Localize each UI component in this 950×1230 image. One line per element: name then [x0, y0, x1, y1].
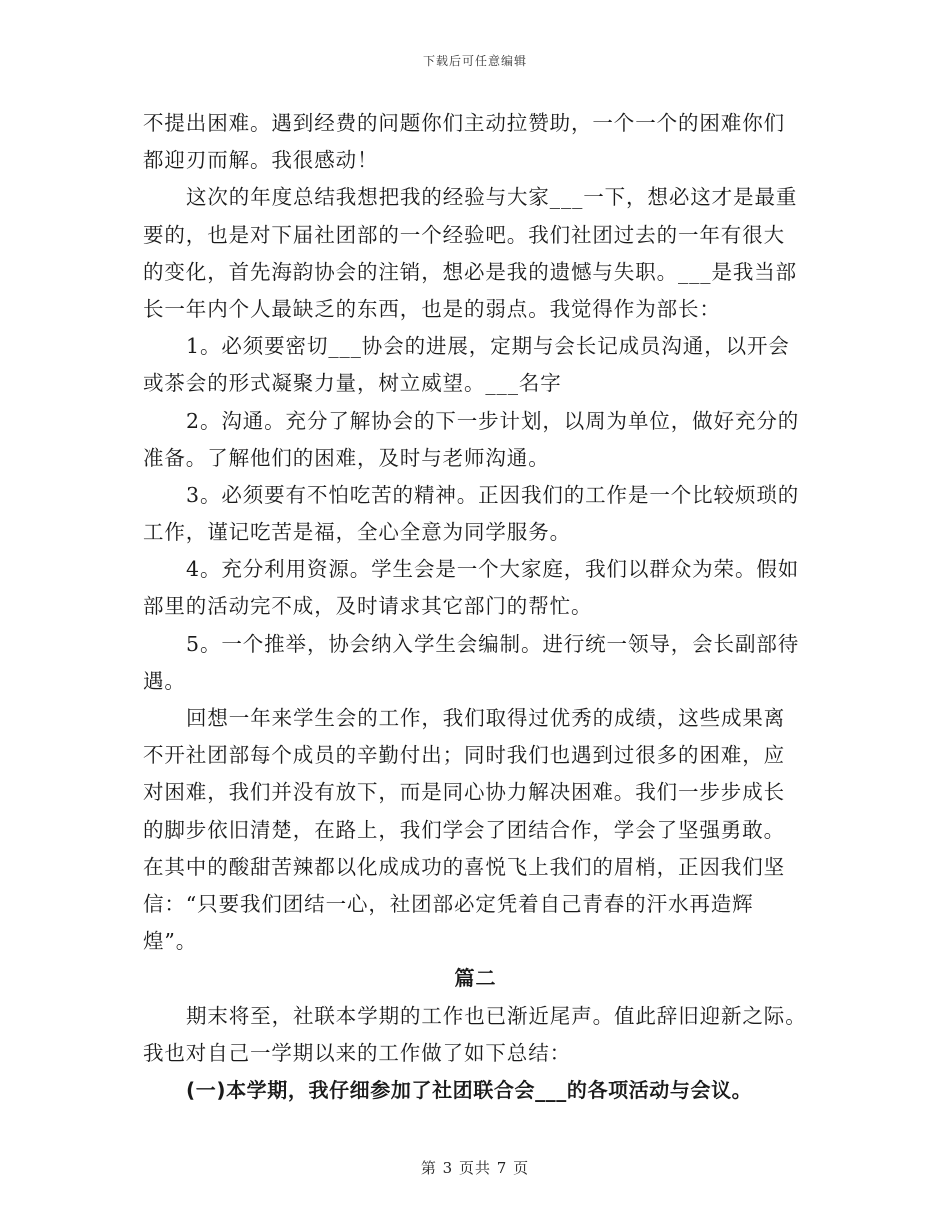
- text-line: 5。一个推举，协会纳入学生会编制。进行统一领导，会长副部待: [186, 631, 800, 656]
- page-header: 下载后可任意编辑: [422, 54, 527, 68]
- text-line: 的脚步依旧清楚，在路上，我们学会了团结合作，学会了坚强勇敢。: [143, 817, 785, 842]
- text-line: 期末将至，社联本学期的工作也已渐近尾声。值此辞旧迎新之际。: [186, 1003, 807, 1028]
- text-line: 回想一年来学生会的工作，我们取得过优秀的成绩，这些成果离: [186, 706, 786, 730]
- text-line: 不提出困难。遇到经费的问题你们主动拉赞助，一个一个的困难你们: [143, 111, 785, 135]
- text-line: 不开社团部每个成员的辛勤付出；同时我们也遇到过很多的困难，应: [143, 743, 785, 768]
- document-body: [143, 105, 808, 1109]
- section-heading: 篇二: [454, 966, 497, 991]
- text-line: 我也对自己一学期以来的工作做了如下总结：: [143, 1040, 571, 1065]
- page-footer: 第 3 页共 7 页: [420, 1159, 530, 1177]
- text-line: 3。必须要有不怕吃苦的精神。正因我们的工作是一个比较烦琐的: [186, 482, 800, 507]
- text-line: 这次的年度总结我想把我的经验与大家___一下，想必这才是最重: [186, 185, 798, 210]
- text-line: 都迎刃而解。我很感动！: [143, 148, 379, 173]
- text-line: 要的，也是对下届社团部的一个经验吧。我们社团过去的一年有很大: [143, 222, 785, 247]
- text-line: (一)本学期，我仔细参加了社团联合会___的各项活动与会议。: [186, 1077, 753, 1102]
- text-line: 在其中的酸甜苦辣都以化成成功的喜悦飞上我们的眉梢，正因我们坚: [143, 854, 785, 879]
- text-line: 部里的活动完不成，及时请求其它部门的帮忙。: [143, 594, 593, 619]
- text-line: 4。充分利用资源。学生会是一个大家庭，我们以群众为荣。假如: [186, 557, 800, 582]
- text-line: 工作，谨记吃苦是福，全心全意为同学服务。: [143, 520, 571, 545]
- text-line: 遇。: [143, 668, 186, 693]
- text-line: 的变化，首先海韵协会的注销，想必是我的遗憾与失职。___是我当部: [143, 259, 798, 284]
- text-line: 煌”。: [143, 929, 198, 954]
- text-line: 长一年内个人最缺乏的东西，也是的弱点。我觉得作为部长：: [143, 296, 721, 321]
- text-line: 2。沟通。充分了解协会的下一步计划，以周为单位，做好充分的: [186, 408, 800, 433]
- text-line: 或茶会的形式凝聚力量，树立威望。___名字: [143, 371, 562, 396]
- text-line: 对困难，我们并没有放下，而是同心协力解决困难。我们一步步成长: [143, 780, 785, 805]
- text-line: 1。必须要密切___协会的进展，定期与会长记成员沟通，以开会: [186, 334, 790, 359]
- text-line: 信：“只要我们团结一心，社团部必定凭着自己青春的汗水再造辉: [143, 891, 754, 916]
- text-line: 准备。了解他们的困难，及时与老师沟通。: [143, 445, 550, 470]
